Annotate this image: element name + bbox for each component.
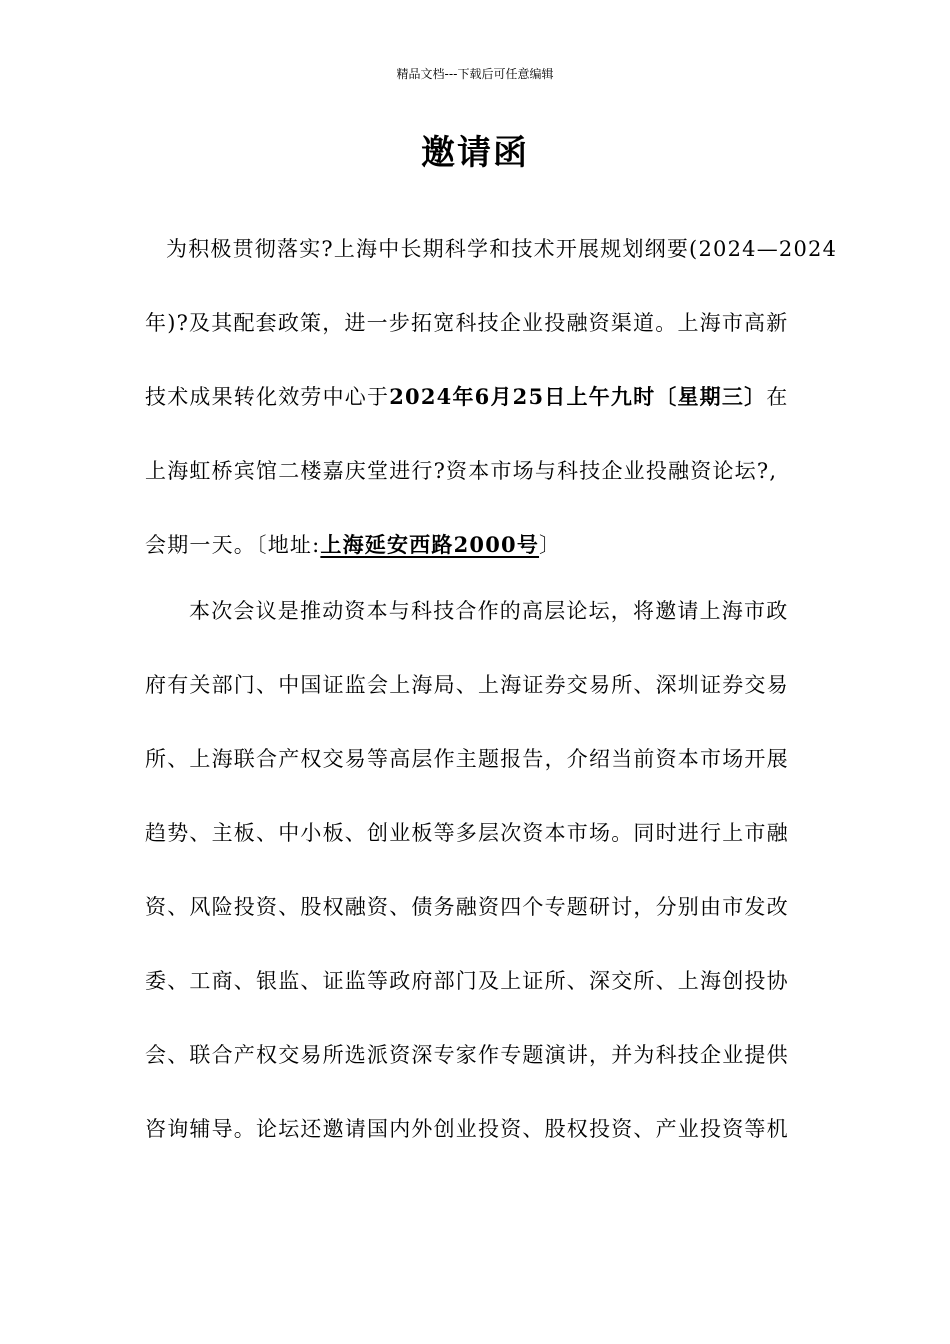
paragraph-line: 委、工商、银监、证监等政府部门及上证所、深交所、上海创投协 xyxy=(145,969,789,993)
paragraph-line: 年)?及其配套政策，进一步拓宽科技企业投融资渠道。上海市高新 xyxy=(145,311,789,335)
text-segment: 〕 xyxy=(539,533,562,557)
paragraph-line xyxy=(145,508,807,582)
paragraph-line: 咨询辅导。论坛还邀请国内外创业投资、股权投资、产业投资等机 xyxy=(145,1117,789,1141)
event-datetime: 2024年6月25日上午九时〔星期三〕 xyxy=(389,384,767,409)
paragraph-line: 所、上海联合产权交易等高层作主题报告，介绍当前资本市场开展 xyxy=(145,747,789,771)
paragraph-line: 府有关部门、中国证监会上海局、上海证券交易所、深圳证券交易 xyxy=(145,673,789,697)
paragraph-line: 为积极贯彻落实?上海中长期科学和技术开展规划纲要(2024—2024 xyxy=(166,237,838,261)
text-segment: 会期一天。〔地址: xyxy=(145,533,321,557)
event-address: 上海延安西路2000号 xyxy=(320,532,540,557)
header-note: 精品文档---下载后可任意编辑 xyxy=(396,67,554,81)
text-segment: 技术成果转化效劳中心于 xyxy=(145,385,390,409)
paragraph-line xyxy=(145,360,807,434)
paragraph-forum-description xyxy=(145,574,807,1166)
document-title: 邀请函 xyxy=(421,133,529,173)
paragraph-line: 本次会议是推动资本与科技合作的高层论坛，将邀请上海市政 xyxy=(189,599,789,623)
text-segment: 在 xyxy=(766,385,789,409)
paragraph-line: 会、联合产权交易所选派资深专家作专题演讲，并为科技企业提供 xyxy=(145,1043,789,1067)
paragraph-invitation-details xyxy=(145,212,838,582)
paragraph-line: 上海虹桥宾馆二楼嘉庆堂进行?资本市场与科技企业投融资论坛?, xyxy=(145,459,778,483)
paragraph-line: 资、风险投资、股权融资、债务融资四个专题研讨，分别由市发改 xyxy=(145,895,789,919)
paragraph-line: 趋势、主板、中小板、创业板等多层次资本市场。同时进行上市融 xyxy=(145,821,789,845)
